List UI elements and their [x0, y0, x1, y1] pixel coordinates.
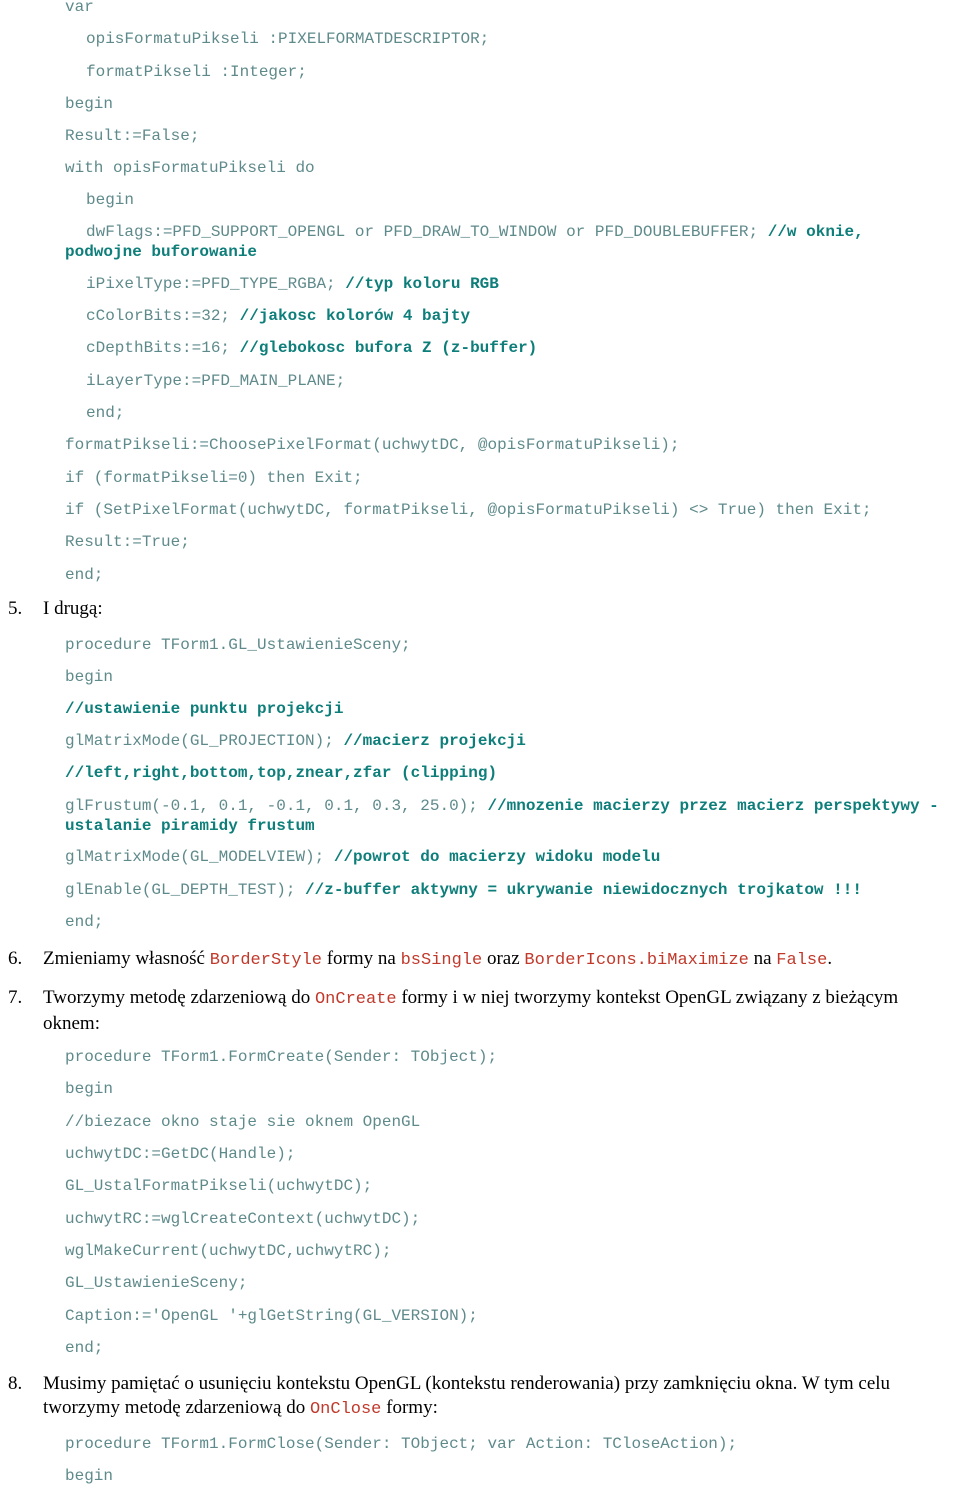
code-comment: //mnozenie macierzy przez macierz perspektywy - ustalanie piramidy frustum [65, 797, 939, 835]
code-comment: //jakosc kolorów 4 bajty [239, 307, 471, 325]
code-line: //biezace okno staje sie oknem OpenGL [65, 1113, 421, 1131]
text-run: Musimy pamiętać o usunięciu kontekstu OpenGL (kontekstu renderowania) przy zamknięciu okna. W tym celu tworzymy metodę zdarzeniową do [43, 1373, 891, 1418]
code-text: glEnable(GL_DEPTH_TEST); [65, 881, 306, 899]
code-text: glMatrixMode(GL_MODELVIEW); [65, 848, 334, 866]
code-line: end; [65, 913, 104, 931]
list-text [43, 986, 958, 1036]
text-run: formy na [321, 948, 401, 969]
code-line: if (SetPixelFormat(uchwytDC, formatPikseli, @opisFormatuPikseli) <> True) then Exit; [65, 501, 872, 519]
code-line: wglMakeCurrent(uchwytDC,uchwytRC); [65, 1242, 392, 1260]
code-line: Result:=False; [65, 127, 200, 145]
text-run: formy i w niej tworzymy kontekst OpenGL związany z bieżącym oknem: [43, 987, 899, 1034]
code-line: with opisFormatuPikseli do [65, 159, 315, 177]
code-line: begin [86, 191, 135, 209]
list-number: 6. [8, 948, 23, 969]
code-line [86, 306, 470, 326]
code-line [86, 274, 499, 294]
code-word: False [776, 951, 828, 970]
list-number: 5. [8, 598, 23, 619]
list-text [43, 947, 958, 973]
code-line: end; [65, 1339, 104, 1357]
code-text: cColorBits:=32; [86, 307, 240, 325]
code-comment: //powrot do macierzy widoku modelu [333, 848, 661, 866]
code-comment: //glebokosc bufora Z (z-buffer) [239, 339, 538, 357]
code-line: begin [65, 1467, 114, 1485]
code-line [65, 731, 526, 751]
code-line [65, 699, 343, 719]
code-line-wrapped [65, 796, 945, 836]
code-line: if (formatPikseli=0) then Exit; [65, 469, 363, 487]
code-comment: //macierz projekcji [343, 732, 526, 750]
list-text: I drugą: [43, 598, 103, 619]
list-item-7 [8, 986, 958, 1036]
code-word: OnCreate [314, 990, 397, 1009]
code-line: procedure TForm1.GL_UstawienieSceny; [65, 636, 411, 654]
code-line: begin [65, 1080, 114, 1098]
code-line: GL_UstawienieSceny; [65, 1274, 248, 1292]
code-word: BorderIcons.biMaximize [524, 951, 749, 970]
code-line: GL_UstalFormatPikseli(uchwytDC); [65, 1177, 373, 1195]
text-run: formy: [381, 1397, 438, 1418]
code-line [65, 763, 497, 783]
code-line: Caption:='OpenGL '+glGetString(GL_VERSION); [65, 1307, 478, 1325]
code-text: iPixelType:=PFD_TYPE_RGBA; [86, 275, 346, 293]
code-line: var [65, 0, 94, 16]
code-comment: //typ koloru RGB [345, 275, 499, 293]
list-number: 7. [8, 987, 23, 1008]
text-run: na [748, 948, 777, 969]
code-line [65, 847, 660, 867]
code-comment: //left,right,bottom,top,znear,zfar (clipping) [65, 764, 498, 782]
code-text: cDepthBits:=16; [86, 339, 240, 357]
list-text [43, 1372, 958, 1422]
code-comment: //ustawienie punktu projekcji [65, 700, 344, 718]
code-line: Result:=True; [65, 533, 190, 551]
code-line: procedure TForm1.FormClose(Sender: TObject; var Action: TCloseAction); [65, 1435, 738, 1453]
text-run: Zmieniamy własność [43, 948, 210, 969]
code-word: BorderStyle [209, 951, 322, 970]
text-run: . [827, 948, 833, 969]
code-line-wrapped [65, 222, 945, 262]
list-item-8 [8, 1372, 958, 1422]
text-run: Tworzymy metodę zdarzeniową do [43, 987, 315, 1008]
code-line: formatPikseli:=ChoosePixelFormat(uchwytDC, @opisFormatuPikseli); [65, 436, 680, 454]
code-comment: //z-buffer aktywny = ukrywanie niewidocznych trojkatow !!! [305, 881, 862, 899]
code-word: bsSingle [400, 951, 483, 970]
list-item-5 [8, 597, 958, 621]
code-line: opisFormatuPikseli :PIXELFORMATDESCRIPTOR; [86, 30, 490, 48]
code-text: glMatrixMode(GL_PROJECTION); [65, 732, 344, 750]
list-item-6 [8, 947, 958, 973]
code-line: end; [65, 566, 104, 584]
code-word: OnClose [309, 1400, 382, 1419]
code-line: procedure TForm1.FormCreate(Sender: TObject); [65, 1048, 498, 1066]
list-number: 8. [8, 1373, 23, 1394]
code-line: formatPikseli :Integer; [86, 63, 307, 81]
text-run: oraz [482, 948, 525, 969]
code-line: uchwytDC:=GetDC(Handle); [65, 1145, 296, 1163]
code-comment: //w oknie, podwojne buforowanie [65, 223, 864, 261]
code-line: uchwytRC:=wglCreateContext(uchwytDC); [65, 1210, 421, 1228]
code-line: iLayerType:=PFD_MAIN_PLANE; [86, 372, 346, 390]
code-line [65, 880, 862, 900]
code-line: begin [65, 95, 114, 113]
code-line [86, 338, 537, 358]
code-text: dwFlags:=PFD_SUPPORT_OPENGL or PFD_DRAW_TO_WINDOW or PFD_DOUBLEBUFFER; [86, 223, 768, 241]
code-line: end; [86, 404, 125, 422]
code-line: begin [65, 668, 114, 686]
code-text: glFrustum(-0.1, 0.1, -0.1, 0.1, 0.3, 25.0); [65, 797, 488, 815]
